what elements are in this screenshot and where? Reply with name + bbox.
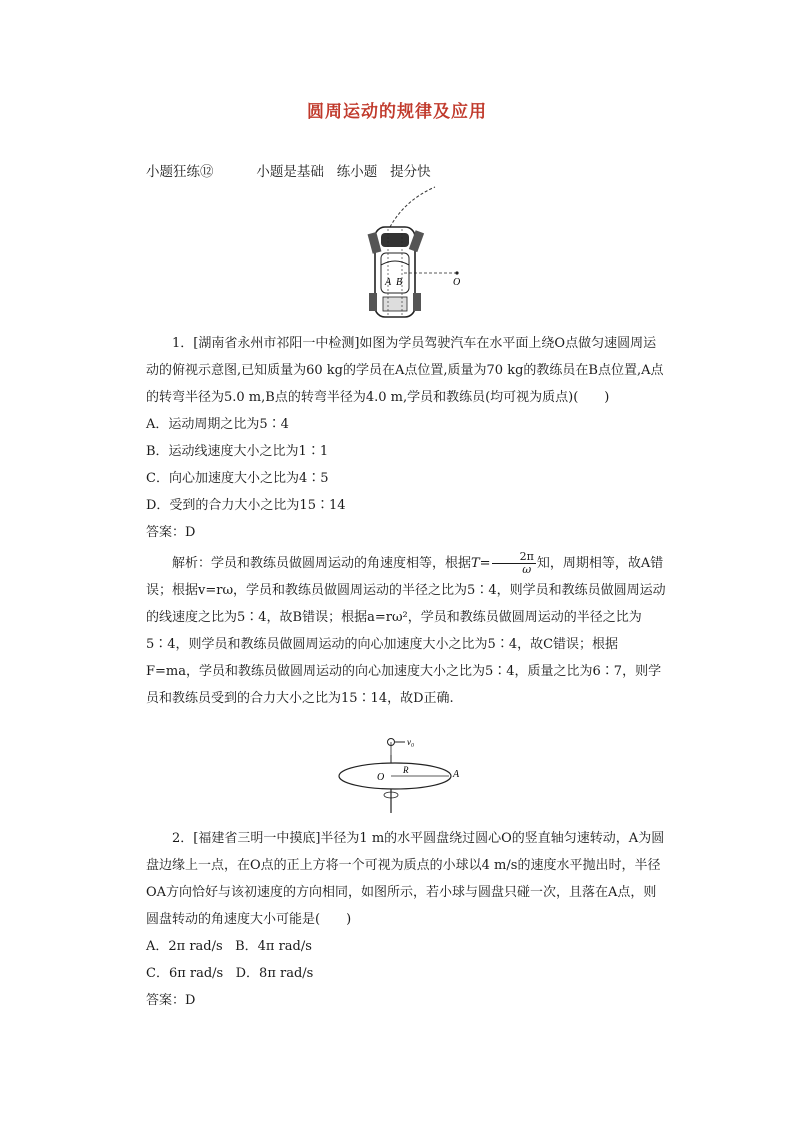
q1-answer: 答案：D <box>146 525 196 540</box>
q2-options-row2: C．6π rad/s D．8π rad/s <box>146 966 314 981</box>
q1-analysis <box>146 550 666 712</box>
page-title: 圆周运动的规律及应用 <box>307 102 487 122</box>
question-2 <box>146 825 666 1014</box>
section-header: 小题狂练⑫ 小题是基础 练小题 提分快 <box>146 164 431 180</box>
disc-figure <box>335 733 465 813</box>
q1-frac-num: 2π <box>492 551 536 564</box>
label-r: R <box>403 765 409 775</box>
label-v0: v₀ <box>407 737 415 747</box>
label-o: O <box>453 277 461 288</box>
q1-option-c: C．向心加速度大小之比为4∶5 <box>146 471 329 486</box>
q1-stem: 1．[湖南省永州市祁阳一中检测]如图为学员驾驶汽车在水平面上绕O点做匀速圆周运动的俯视示意图,已知质量为60 kg的学员在A点位置,质量为70 kg的教练员在B点位置,A点的转弯半径为5.0 m,B点的转弯半径为4.0 m,学员和教练员(均可视为质点)( ) <box>146 336 664 405</box>
question-1 <box>146 330 666 712</box>
q1-analysis-t: T= <box>471 556 491 571</box>
label-a2: A <box>453 769 460 780</box>
q1-option-d: D．受到的合力大小之比为15∶14 <box>146 498 346 513</box>
q1-option-a: A．运动周期之比为5∶4 <box>146 417 289 432</box>
q1-analysis-part1: 解析：学员和教练员做圆周运动的角速度相等，根据 <box>172 556 472 571</box>
car-figure <box>360 185 470 320</box>
q1-frac-den: ω <box>522 563 532 576</box>
q2-options-row1: A．2π rad/s B．4π rad/s <box>146 939 312 954</box>
label-o2: O <box>377 772 385 783</box>
q1-analysis-part2: 知，周期相等，故A错误；根据v=rω，学员和教练员做圆周运动的半径之比为5∶4，则学员和教练员做圆周运动的线速度之比为5∶4，故B错误；根据a=rω²，学员和教练员做圆周运动的半径之比为5∶4，则学员和教练员做圆周运动的向心加速度大小之比为5∶4，故C错误；根据F=ma，学员和教练员做圆周运动的向心加速度大小之比为5∶4，质量之比为6∶7，则学员和教练员受到的合力大小之比为15∶14，故D正确. <box>146 556 666 706</box>
q1-option-b: B．运动线速度大小之比为1∶1 <box>146 444 329 459</box>
label-a: A <box>385 277 392 288</box>
q1-fraction <box>492 551 536 576</box>
q2-stem: 2．[福建省三明一中摸底]半径为1 m的水平圆盘绕过圆心O的竖直轴匀速转动，A为圆盘边缘上一点，在O点的正上方将一个可视为质点的小球以4 m/s的速度水平抛出时，半径OA方向恰好与该初速度的方向相同，如图所示，若小球与圆盘只碰一次，且落在A点，则圆盘转动的角速度大小可能是( ) <box>146 831 665 927</box>
q2-answer: 答案：D <box>146 993 196 1008</box>
label-b: B <box>396 277 403 288</box>
